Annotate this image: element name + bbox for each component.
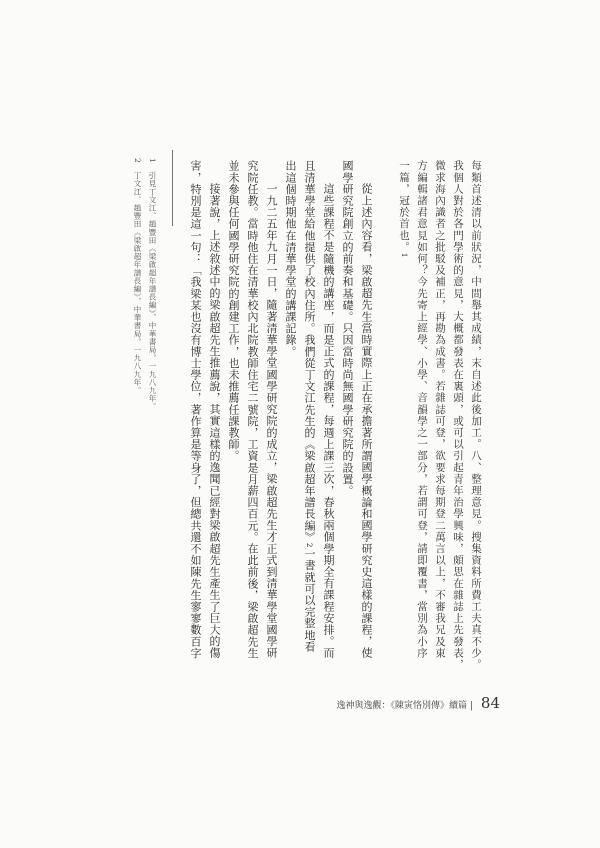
body-line: 並未參與任何國學研究院的創建工作，也未推薦任課教師。 — [227, 160, 240, 462]
body-line-text: 一書就可以完整地看 — [303, 547, 316, 653]
running-title-wrap: 逸神與逸觀：《陳寅恪別傳》續篇 | — [336, 701, 473, 711]
footnote-number: 2 — [133, 158, 142, 164]
footnote-divider — [172, 150, 173, 226]
body-line-text: 且清華學堂給他提供了校內住所。我們從丁文江先生的《梁啟超年譜長編》 — [303, 160, 316, 543]
quote-line-text: 一篇，冠於首也。 — [398, 160, 410, 253]
footnote-1 — [147, 158, 157, 411]
footnote-ref-2[interactable]: 2 — [305, 542, 313, 548]
body-line: 這些課程不是隨機的講座，而是正式的課程，每週上課三次，春秋兩個學期全有課程安排。而 — [322, 183, 335, 659]
body-line: 究院任教。當時他住在清華校內北院教師住宅二號院，工資是月薪四百元。在此前後，梁啟超先生 — [246, 160, 259, 659]
running-title: 逸神與逸觀：《陳寅恪別傳》續篇 — [336, 701, 467, 711]
body-line: 國學研究院創立的前奏和基礎。只因當時尚無國學研究院的設置。 — [341, 160, 354, 497]
body-line: 從上述內容看，梁啟超先生當時實際上正在承擔著所謂國學概論和國學研究史這樣的課程，使 — [360, 183, 373, 659]
footnote-2 — [132, 158, 142, 395]
quote-line — [397, 160, 411, 258]
quote-line: 方編輯諸君意見如何？今先寄上經學、小學、音韻學之一部分，若謂可登，請即覆書，當別為小序 — [416, 160, 428, 659]
body-line: 一九二五年九月一日，隨著清華學堂國學研究院的成立，梁啟超先生才正式到清華學堂國學研 — [265, 183, 278, 659]
footnote-text: 引見丁文江、趙豐田《梁啟超年譜長編》，中華書局，一九八九年。 — [148, 171, 157, 411]
quote-line: 每類首述清以前狀況，中間舉其成績，末自述此後加工。八、整理意見。搜集資料所費工夫真不少。 — [470, 160, 482, 671]
footnote-ref-1[interactable]: 1 — [400, 252, 408, 259]
footnote-text: 丁文江、趙豐田《梁啟超年譜長編》，中華書局，一九八九年。 — [133, 171, 142, 395]
running-footer — [336, 694, 500, 712]
body-line: 接著說，上述敘述中的梁啟超先生推薦說，其實這樣的逸聞已經對梁啟超先生產生了巨大的傷 — [208, 183, 221, 659]
quote-line: 微求海內識者之批駁及補正，再勘為成書。若雜誌可登，欲要求每期登二萬言以上，不審我兄及東 — [434, 160, 446, 659]
body-line: 出這個時期他在清華學堂的講課記錄。 — [284, 160, 297, 358]
body-line — [302, 160, 316, 652]
quote-line: 我個人對於各門學術的意見，大概都發表在裏頭，或可以引起青年治學興味，頗思在雜誌上先發表， — [452, 160, 464, 671]
page-number: 84 — [480, 694, 500, 712]
footnote-number: 1 — [148, 158, 157, 164]
body-line: 害，特別是這一句：「我梁某也沒有博士學位，著作算是等身了，但總共還不如陳先生寥寥數百字 — [189, 160, 202, 659]
